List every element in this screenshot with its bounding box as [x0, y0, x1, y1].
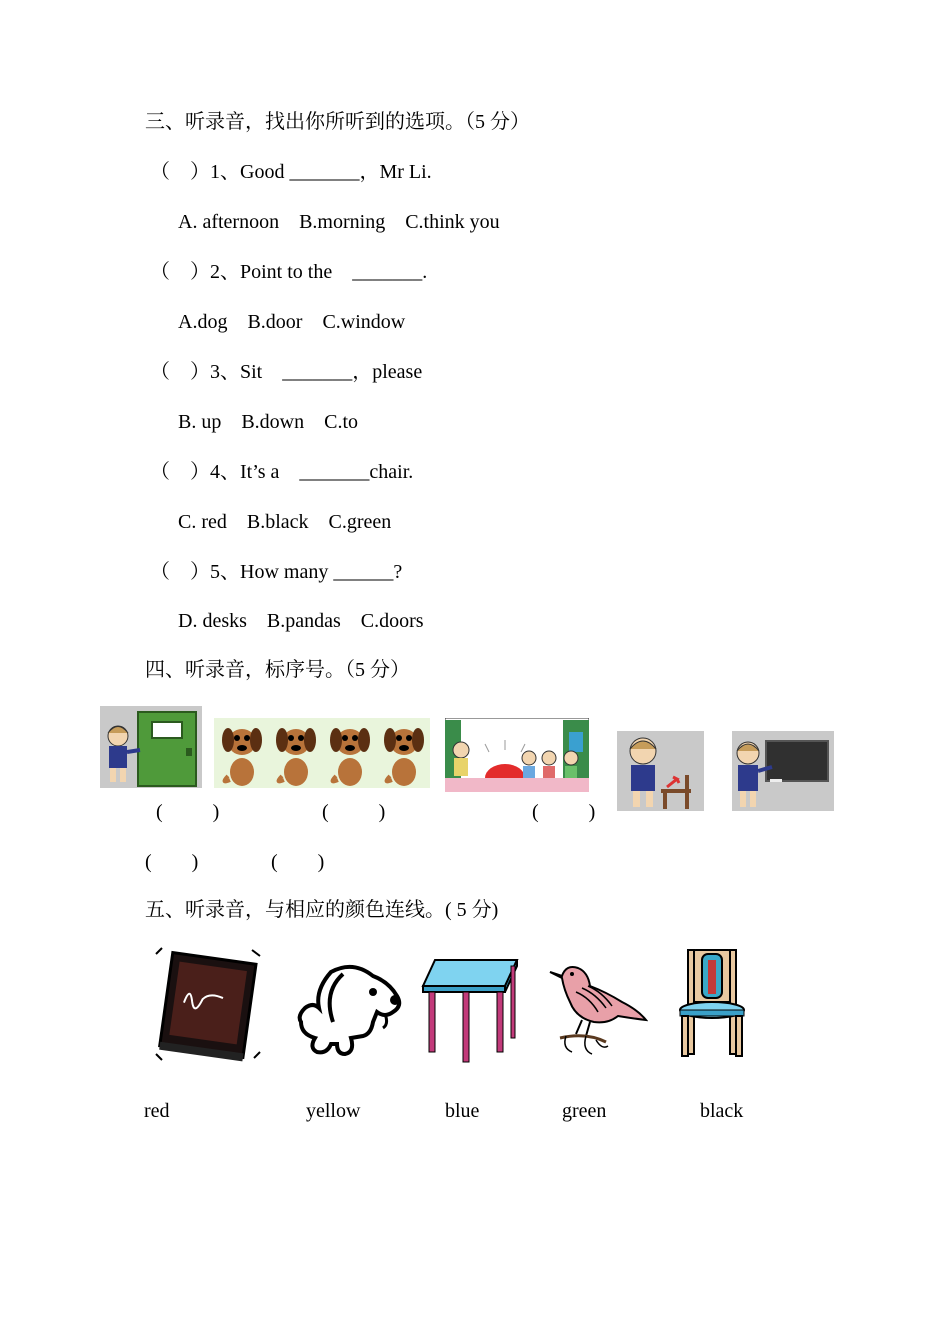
color-word-black: black: [700, 1100, 744, 1122]
question-5-options: D. desks B.pandas C.doors: [178, 610, 424, 632]
question-2-stem: （ ）2、Point to the _______.: [150, 261, 428, 283]
answer-blank-1[interactable]: ( ): [156, 801, 220, 823]
dogs-picture: [214, 718, 430, 788]
question-2-options: A.dog B.door C.window: [178, 311, 406, 333]
question-3-options: B. up B.down C.to: [178, 411, 359, 433]
answer-blank-3[interactable]: ( ): [532, 801, 596, 823]
classroom-window-picture: [445, 718, 589, 792]
section3-heading: 三、听录音，找出你所听到的选项。（5 分）: [145, 111, 530, 133]
answer-blank-4[interactable]: ( ): [145, 851, 199, 873]
question-5-stem: （ ）5、How many ______?: [150, 561, 403, 583]
color-word-green: green: [562, 1100, 607, 1122]
answer-blank-2[interactable]: ( ): [322, 801, 386, 823]
color-word-red: red: [144, 1100, 170, 1122]
question-4-stem: （ ）4、It’s a _______chair.: [150, 461, 414, 483]
desk-icon: [421, 956, 521, 1064]
door-picture: [100, 706, 202, 788]
blackboard-picture: [732, 731, 834, 811]
chair-picture: [617, 731, 704, 811]
color-word-blue: blue: [445, 1100, 480, 1122]
question-4-options: C. red B.black C.green: [178, 511, 392, 533]
dog-icon: [293, 962, 405, 1058]
section4-heading: 四、听录音，标序号。（5 分）: [145, 659, 410, 681]
question-1-options: A. afternoon B.morning C.think you: [178, 211, 500, 233]
bird-icon: [546, 962, 648, 1060]
section5-heading: 五、听录音，与相应的颜色连线。( 5 分): [145, 899, 499, 921]
question-3-stem: （ ）3、Sit _______，please: [150, 361, 423, 383]
answer-blank-5[interactable]: ( ): [271, 851, 325, 873]
question-1-stem: （ ）1、Good _______，Mr Li.: [150, 161, 432, 183]
color-word-yellow: yellow: [306, 1100, 361, 1122]
chair-icon: [676, 946, 748, 1060]
blackboard-icon: [152, 944, 264, 1066]
